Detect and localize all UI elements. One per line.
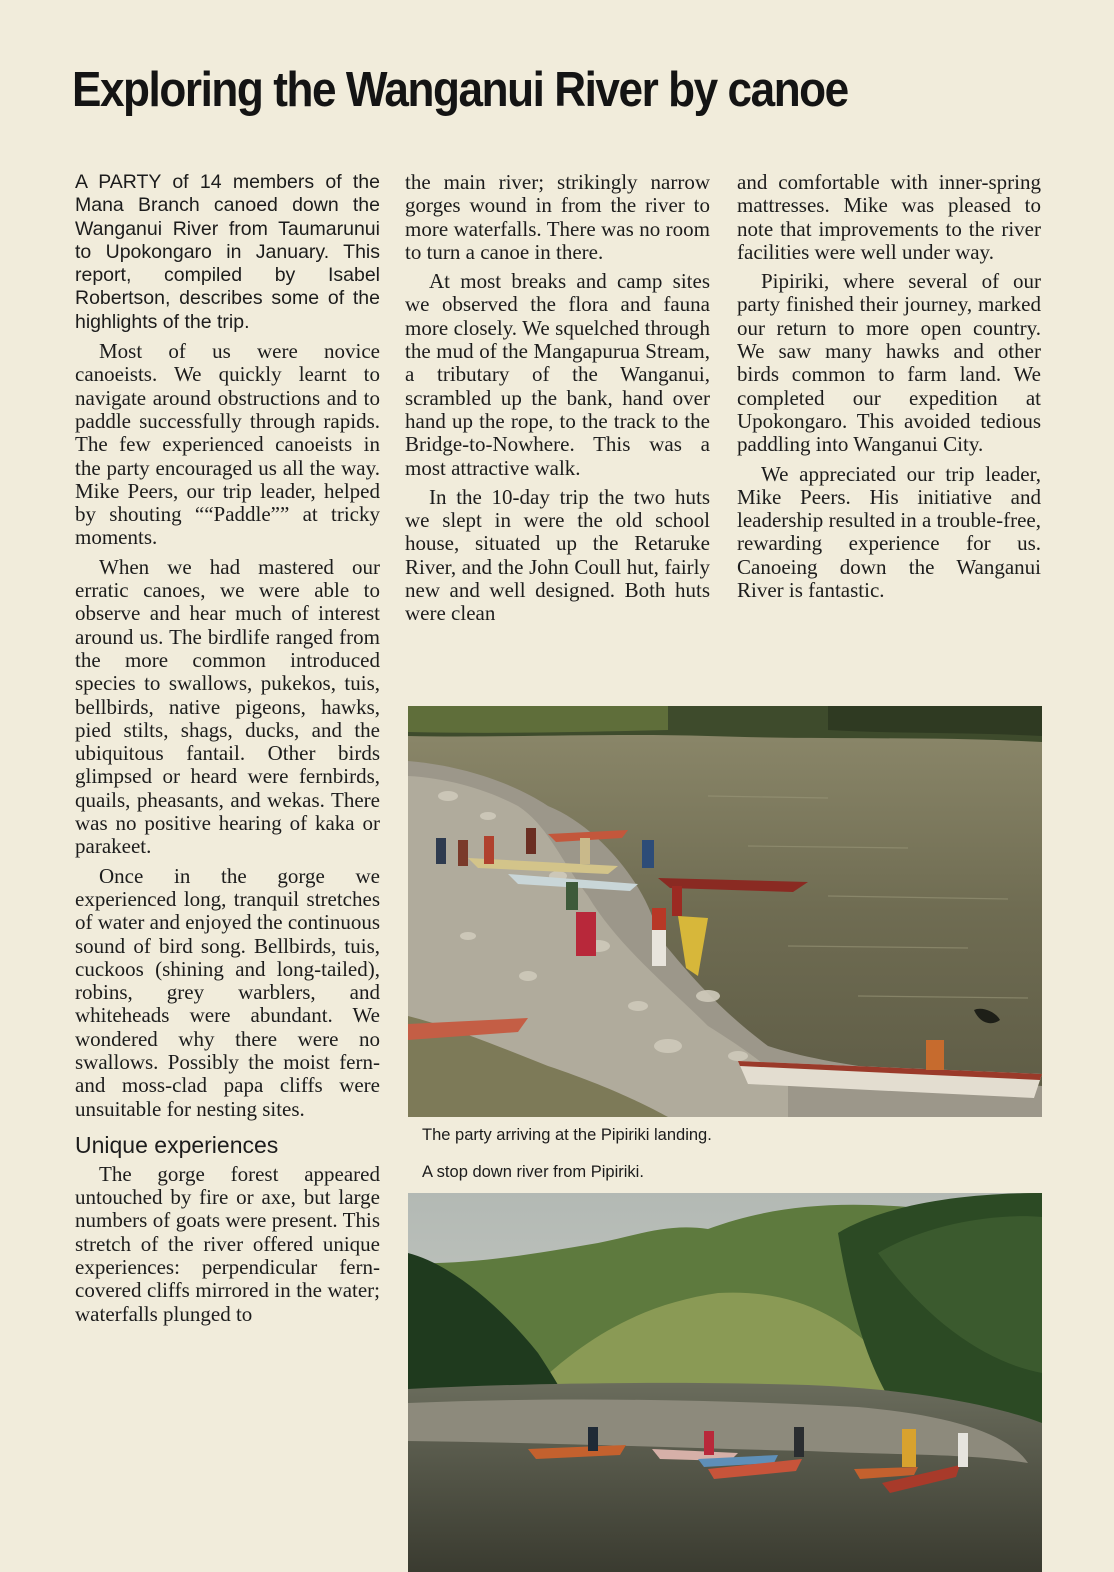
body-paragraph: the main river; strikingly narrow gorges wound in from the river to more waterfalls. There was no room to turn a canoe in there. bbox=[405, 170, 710, 264]
article-title: Exploring the Wanganui River by canoe bbox=[72, 63, 848, 117]
intro-paragraph: A PARTY of 14 members of the Mana Branch canoed down the Wanganui River from Taumarunui to Upokongaro in January. This report, compiled by Isabel Robertson, describes some of the highlights of the trip. bbox=[75, 171, 380, 333]
body-paragraph: In the 10-day trip the two huts we slept in were the old school house, situated up the Retaruke River, and the John Coull hut, fairly new and well designed. Both huts were clean bbox=[405, 484, 710, 626]
article-column-1 bbox=[75, 171, 380, 1332]
body-paragraph: When we had mastered our erratic canoes, we were able to observe and hear much of interest around us. The birdlife ranged from the more common introduced species to swallows, pukekos, tuis, bellbirds, native pigeons, hawks, pied stilts, shags, ducks, and the ubiquitous fantail. Other birds glimpsed or heard were fernbirds, quails, pheasants, and wekas. There was no positive hearing of kaka or parakeet. bbox=[75, 554, 380, 859]
section-subheading: Unique experiences bbox=[75, 1131, 279, 1158]
photo-pipiriki-landing bbox=[408, 706, 1042, 1117]
article-column-3 bbox=[737, 171, 1041, 608]
body-paragraph: and comfortable with inner-spring mattresses. Mike was pleased to note that improvements to the river facilities were well under way. bbox=[737, 170, 1041, 264]
body-paragraph: At most breaks and camp sites we observed the flora and fauna more closely. We squelched through the mud of the Mangapurua Stream, a tributary of the Wanganui, scrambled up the bank, hand over hand up the rope, to the track to the Bridge-to-Nowhere. This was a most attractive walk. bbox=[405, 269, 710, 480]
photo-caption-2: A stop down river from Pipiriki. bbox=[422, 1163, 644, 1181]
body-paragraph: The gorge forest appeared untouched by fire or axe, but large numbers of goats were present. This stretch of the river offered unique experiences: perpendicular fern-covered cliffs mirrored in the water; waterfalls plunged to bbox=[75, 1161, 380, 1326]
photo-caption-1: The party arriving at the Pipiriki landing. bbox=[422, 1126, 712, 1144]
article-column-2 bbox=[405, 171, 710, 632]
body-paragraph: Once in the gorge we experienced long, tranquil stretches of water and enjoyed the continuous sound of bird song. Bellbirds, tuis, cuckoos (shining and long-tailed), robins, grey warblers, and whiteheads were abundant. We wondered why there were no swallows. Possibly the moist fern- and moss-clad papa cliffs were unsuitable for nesting sites. bbox=[75, 863, 380, 1121]
photo-stop-down-river bbox=[408, 1193, 1042, 1572]
body-paragraph: Most of us were novice canoeists. We quickly learnt to navigate around obstructions and to paddle successfully through rapids. The few experienced canoeists in the party encouraged us all the way. Mike Peers, our trip leader, helped by shouting ““Paddle”” at tricky moments. bbox=[75, 339, 380, 550]
body-paragraph: We appreciated our trip leader, Mike Peers. His initiative and leadership resulted in a trouble-free, rewarding experience for us. Canoeing down the Wanganui River is fantastic. bbox=[737, 461, 1041, 603]
body-paragraph: Pipiriki, where several of our party finished their journey, marked our return to more open country. We saw many hawks and other birds common to farm land. We completed our expedition at Upokongaro. This avoided tedious paddling into Wanganui City. bbox=[737, 269, 1041, 457]
